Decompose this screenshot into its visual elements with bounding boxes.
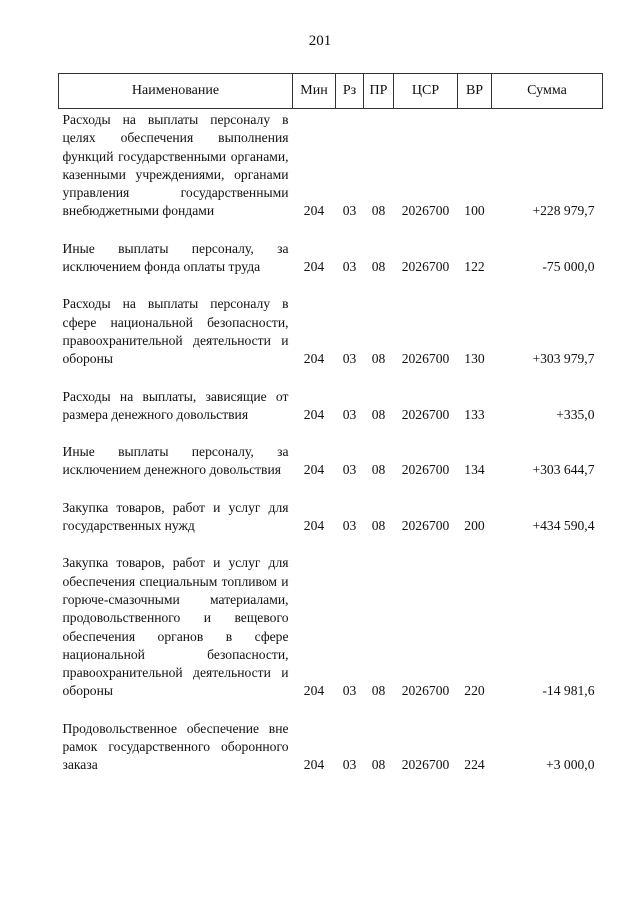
row-pr: 08	[371, 203, 386, 219]
row-name: Закупка товаров, работ и услуг для обеспечения специальным топливом и горюче-смазочными материалами, продовольственного и вещевого обеспечения органов в сфере национальной безопасности, правоохранительной деятельности и обороны	[62, 555, 289, 699]
row-name: Закупка товаров, работ и услуг для государственных нужд	[62, 499, 289, 534]
row-pr: 08	[371, 259, 386, 275]
table-row	[59, 286, 603, 378]
row-name: Расходы на выплаты персоналу в сфере национальной безопасности, правоохранительной деятельности и обороны	[62, 296, 289, 367]
header-vr: ВР	[458, 74, 492, 109]
row-csr: 2026700	[401, 683, 450, 699]
row-vr: 220	[464, 683, 485, 699]
row-pr: 08	[371, 351, 386, 367]
row-pr: 08	[371, 462, 386, 478]
row-name: Иные выплаты персоналу, за исключением денежного довольствия	[62, 444, 289, 478]
row-pr: 08	[371, 406, 386, 422]
row-csr: 2026700	[401, 406, 450, 422]
table-row	[59, 379, 603, 435]
row-pr: 08	[371, 683, 386, 699]
row-sum: +303 644,7	[532, 462, 595, 478]
table-row	[59, 231, 603, 287]
page-number: 201	[308, 33, 332, 49]
table-row	[59, 109, 603, 231]
table-header-row	[59, 74, 603, 109]
row-min: 204	[303, 518, 325, 534]
row-sum: +335,0	[556, 406, 595, 422]
row-pr: 08	[371, 757, 386, 773]
row-csr: 2026700	[401, 518, 450, 534]
row-min: 204	[303, 351, 325, 367]
row-name: Расходы на выплаты, зависящие от размера денежного довольствия	[62, 388, 289, 422]
row-vr: 122	[464, 259, 485, 275]
header-pr: ПР	[364, 74, 394, 109]
row-sum: +303 979,7	[532, 351, 595, 367]
row-rz: 03	[342, 203, 357, 219]
table-row	[59, 711, 603, 785]
row-vr: 200	[464, 518, 485, 534]
row-vr: 133	[464, 406, 485, 422]
row-rz: 03	[342, 462, 357, 478]
row-csr: 2026700	[401, 351, 450, 367]
table-row	[59, 434, 603, 490]
row-vr: 100	[464, 203, 485, 219]
header-min: Мин	[293, 74, 336, 109]
row-name: Продовольственное обеспечение вне рамок государственного оборонного заказа	[62, 720, 289, 773]
budget-table	[58, 73, 603, 785]
row-vr: 130	[464, 351, 485, 367]
row-min: 204	[303, 406, 325, 422]
row-vr: 224	[464, 757, 485, 773]
row-rz: 03	[342, 259, 357, 275]
row-min: 204	[303, 259, 325, 275]
row-min: 204	[303, 203, 325, 219]
row-csr: 2026700	[401, 203, 450, 219]
row-rz: 03	[342, 683, 357, 699]
header-rz: Рз	[336, 74, 364, 109]
header-csr: ЦСР	[394, 74, 458, 109]
row-sum: -75 000,0	[542, 259, 595, 275]
header-name: Наименование	[59, 74, 293, 109]
row-rz: 03	[342, 757, 357, 773]
row-csr: 2026700	[401, 259, 450, 275]
row-rz: 03	[342, 351, 357, 367]
row-csr: 2026700	[401, 462, 450, 478]
row-min: 204	[303, 757, 325, 773]
header-sum: Сумма	[492, 74, 603, 109]
row-vr: 134	[464, 462, 485, 478]
table-row	[59, 545, 603, 710]
table-row	[59, 490, 603, 546]
row-pr: 08	[371, 518, 386, 534]
row-sum: +434 590,4	[532, 518, 595, 534]
row-rz: 03	[342, 406, 357, 422]
row-min: 204	[303, 683, 325, 699]
row-sum: -14 981,6	[542, 683, 595, 699]
row-rz: 03	[342, 518, 357, 534]
row-csr: 2026700	[401, 757, 450, 773]
row-name: Расходы на выплаты персоналу в целях обеспечения выполнения функций государственными органами, казенными учреждениями, органами управления государственными внебюджетными фондами	[62, 112, 289, 219]
row-min: 204	[303, 462, 325, 478]
row-sum: +228 979,7	[532, 203, 595, 219]
row-sum: +3 000,0	[546, 757, 595, 773]
row-name: Иные выплаты персоналу, за исключением фонда оплаты труда	[62, 240, 289, 275]
